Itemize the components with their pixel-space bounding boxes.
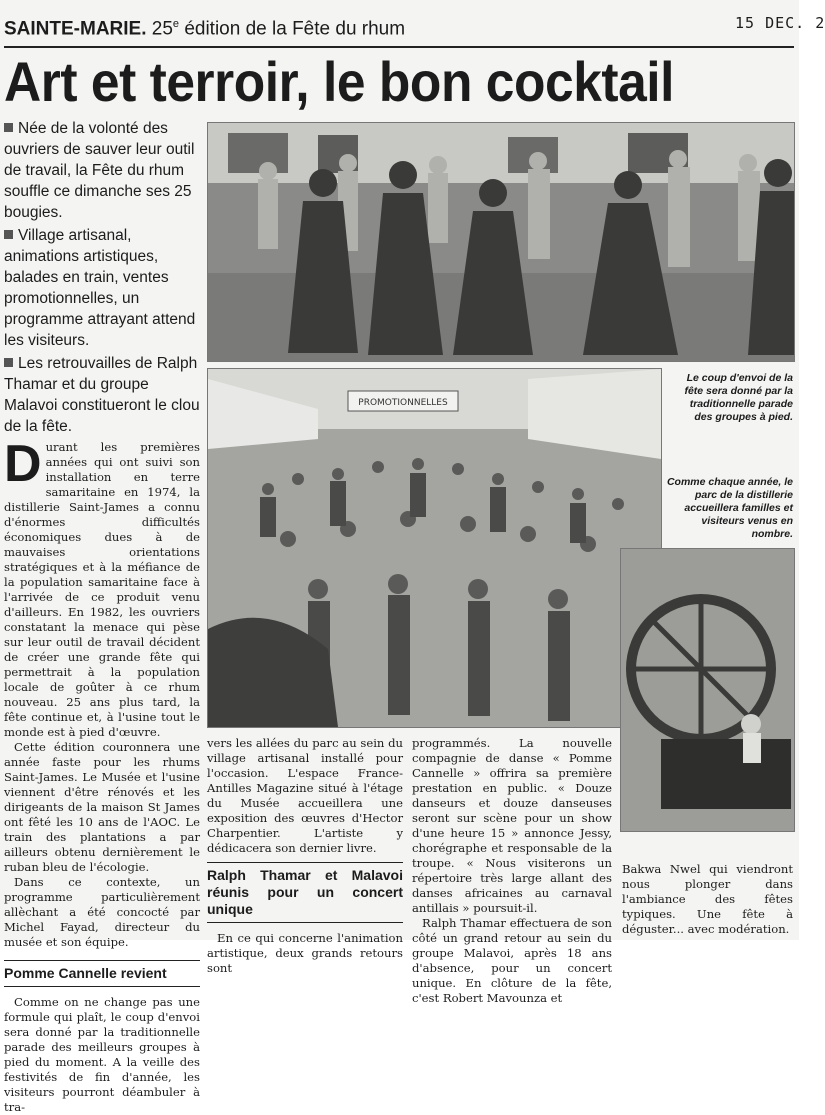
body-paragraph: programmés. La nouvelle compagnie de danse « Pomme Cannelle » offrira sa première prestation en public. « Douze danseurs et douze danseuses seront sur scène pour un show d'une heure 15 » annonce Jessy, chorégraphe et responsable de la troupe. « Nous visiterons un répertoire très large allant des danses africaines au carnaval antillais » poursuit-il. (412, 736, 612, 915)
header-rule (4, 46, 794, 48)
lead-item: Village artisanal, animations artistiques, balades en train, ventes promotionnelles, un programme attrayant attend les visiteurs. (4, 227, 196, 349)
issue-date: 15 DEC. 2 (735, 14, 825, 32)
body-paragraph: Bakwa Nwel qui viendront nous plonger dans l'ambiance des fêtes typiques. Une fête à déguster... avec modération. (622, 862, 793, 936)
subhead-rule (207, 862, 403, 863)
edition-number: 25 (151, 18, 173, 40)
article-column-1 (4, 435, 200, 1115)
machine-photo (620, 548, 795, 832)
body-paragraph: En ce qui concerne l'animation artistique, deux grands retours sont (207, 931, 403, 975)
subhead-rule (4, 986, 200, 987)
body-paragraph: Dans ce contexte, un programme particulièrement allèchant a été concocté par Michel Fayad, directeur du musée et son équipe. (4, 875, 200, 949)
article-column-3 (412, 736, 612, 1006)
bullet-square-icon (4, 123, 13, 132)
section-kicker (4, 18, 405, 40)
drop-cap: D (4, 435, 42, 493)
article-column-2 (207, 736, 403, 976)
bullet-square-icon (4, 230, 13, 239)
bullet-square-icon (4, 358, 13, 367)
crowd-caption: Comme chaque année, le parc de la distillerie accueillera familles et visiteurs venus en nombre. (666, 476, 793, 540)
photo-banner-text: PROMOTIONNELLES (358, 398, 448, 408)
subhead-pomme-cannelle: Pomme Cannelle revient (4, 965, 167, 981)
kicker-subtitle: édition de la Fête du rhum (184, 18, 406, 40)
body-paragraph: Ralph Thamar effectuera de son côté un grand retour au sein du groupe Malavoi, après 18 ans d'absence, pour un concert unique. En clôture de la fête, c'est Robert Mavounza et (412, 916, 612, 1005)
parade-caption: Le coup d'envoi de la fête sera donné par la traditionnelle parade des groupes à pied. (684, 372, 793, 423)
body-paragraph: vers les allées du parc au sein du village artisanal installé pour l'occasion. L'espace France-Antilles Magazine situé à l'étage du Musée accueillera une exposition des œuvres d'Hector Charpentier. L'artiste y dédicacera son dernier livre. (207, 736, 403, 855)
subhead-rule (207, 922, 403, 923)
lead-item: Née de la volonté des ouvriers de sauver leur outil de travail, la Fête du rhum souffle ce dimanche ses 25 bougies. (4, 120, 195, 221)
parade-photo (207, 122, 795, 362)
body-paragraph: Cette édition couronnera une année faste pour les rhums Saint-James. Le Musée et l'usine viennent d'être rénovés et les dirigeants de la maison St James ont fêté les 10 ans de l'AOC. Le train des plantations a par ailleurs obtenu dernièrement le ruban bleu de l'écologie. (4, 740, 200, 874)
edition-sup: e (172, 18, 180, 30)
lead-paragraphs (4, 118, 200, 439)
subhead-rule (4, 960, 200, 961)
crowd-photo (207, 368, 662, 728)
section-name: SAINTE-MARIE. (4, 18, 147, 40)
lead-item: Les retrouvailles de Ralph Thamar et du groupe Malavoi constitueront le clou de la fête. (4, 355, 200, 435)
article-column-4 (622, 862, 793, 937)
body-paragraph: urant les premières années qui ont suivi son installation en terre samaritaine en 1974, la distillerie Saint-James a connu d'énormes difficultés économiques dues à de mauvaises orientations stratégiques et à la méfiance de la population samaritaine face à l'arrivée de ce produit venu d'ailleurs. En 1982, les ouvriers constatant la menace qui pèse sur leur outil de travail décident de créer une grande fête qui permettrait à la population locale de goûter à ce rhum nouveau. 25 ans plus tard, la fête continue et, à l'usine tout le monde est à pied d'œuvre. (4, 440, 200, 739)
subhead-ralph-thamar: Ralph Thamar et Malavoi réunis pour un concert unique (207, 867, 403, 917)
headline: Art et terroir, le bon cocktail (4, 50, 674, 113)
body-paragraph: Comme on ne change pas une formule qui plaît, le coup d'envoi sera donné par la traditionnelle parade des meilleurs groupes à pied du moment. A la veille des festivités de fin d'année, les visiteurs pourront déambuler à tra- (4, 995, 200, 1114)
